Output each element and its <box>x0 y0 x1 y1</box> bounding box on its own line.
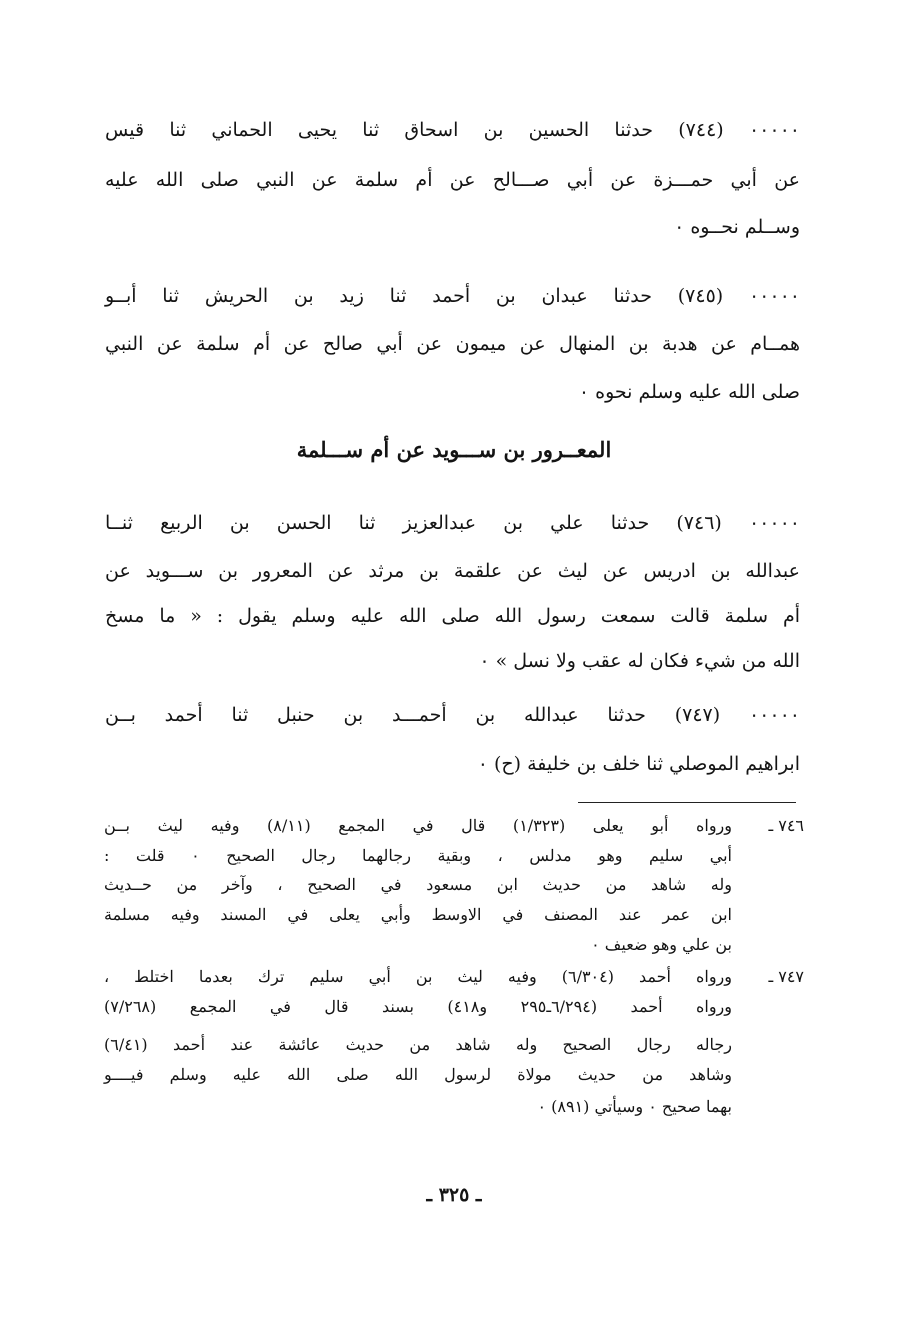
footnote-separator <box>578 802 796 803</box>
footnote-746-line-3: وله شاهد من حديث ابن مسعود في الصحيح ، وآخر من حــديث <box>104 875 732 894</box>
page-number: ـ ٣٢٥ ـ <box>426 1184 482 1206</box>
hadith-744-line-1: ٠٠٠٠٠ (٧٤٤) حدثنا الحسين بن اسحاق ثنا يحيى الحماني ثنا قيس <box>105 119 800 141</box>
footnote-746-line-2: أبي سليم وهو مدلس ، وبقية رجالهما رجال الصحيح ٠ قلت : <box>104 846 732 865</box>
hadith-744-line-2: عن أبي حمـــزة عن أبي صـــالح عن أم سلمة عن النبي صلى الله عليه <box>105 169 800 191</box>
footnote-746-number: ٧٤٦ ـ <box>768 816 804 835</box>
footnote-747-line-1: ورواه أحمد (٦/٣٠٤) وفيه ليث بن أبي سليم ترك بعدما اختلط ، <box>104 967 733 986</box>
hadith-744-line-3: وســلم نحــوه ٠ <box>674 216 800 238</box>
hadith-746-line-4: الله من شيء فكان له عقب ولا نسل » ٠ <box>479 650 800 672</box>
hadith-747-line-1: ٠٠٠٠٠ (٧٤٧) حدثنا عبدالله بن أحمـــد بن حنبل ثنا أحمد بــن <box>105 704 800 726</box>
hadith-746-line-1: ٠٠٠٠٠ (٧٤٦) حدثنا علي بن عبدالعزيز ثنا الحسن بن الربيع ثنــا <box>105 512 800 534</box>
footnote-746-line-5: بن علي وهو ضعيف ٠ <box>591 935 732 954</box>
footnote-747-line-4: وشاهد من حديث مولاة لرسول الله صلى الله عليه وسلم فيــــو <box>104 1065 732 1084</box>
hadith-745-line-3: صلى الله عليه وسلم نحوه ٠ <box>578 381 800 403</box>
hadith-747-line-2: ابراهيم الموصلي ثنا خلف بن خليفة (ح) ٠ <box>477 753 800 775</box>
footnote-746-line-4: ابن عمر عند المصنف في الاوسط وأبي يعلى في المسند وفيه مسلمة <box>104 905 733 924</box>
section-heading: المعــرور بن ســـويد عن أم ســـلمة <box>296 437 612 462</box>
hadith-745-line-2: همــام عن هدبة بن المنهال عن ميمون عن أبي صالح عن أم سلمة عن النبي <box>105 333 800 355</box>
footnote-747-line-5: بهما صحيح ٠ وسيأتي (٨٩١) ٠ <box>537 1097 732 1116</box>
footnote-747-number: ٧٤٧ ـ <box>768 967 804 986</box>
footnote-747-line-2: ورواه أحمد (٦/٢٩٤ـ٢٩٥ و٤١٨) بسند قال في المجمع (٧/٢٦٨) <box>104 997 733 1016</box>
hadith-745-line-1: ٠٠٠٠٠ (٧٤٥) حدثنا عبدان بن أحمد ثنا زيد بن الحريش ثنا أبــو <box>105 285 800 307</box>
hadith-746-line-2: عبدالله بن ادريس عن ليث عن علقمة بن مرثد عن المعرور بن ســـويد عن <box>105 560 800 582</box>
footnote-747-line-3: رجاله رجال الصحيح وله شاهد من حديث عائشة عند أحمد (٦/٤١) <box>104 1035 732 1054</box>
footnote-746-line-1: ورواه أبو يعلى (١/٣٢٣) قال في المجمع (٨/١١) وفيه ليث بــن <box>104 816 733 835</box>
hadith-746-line-3: أم سلمة قالت سمعت رسول الله صلى الله عليه وسلم يقول : « ما مسخ <box>105 605 800 627</box>
